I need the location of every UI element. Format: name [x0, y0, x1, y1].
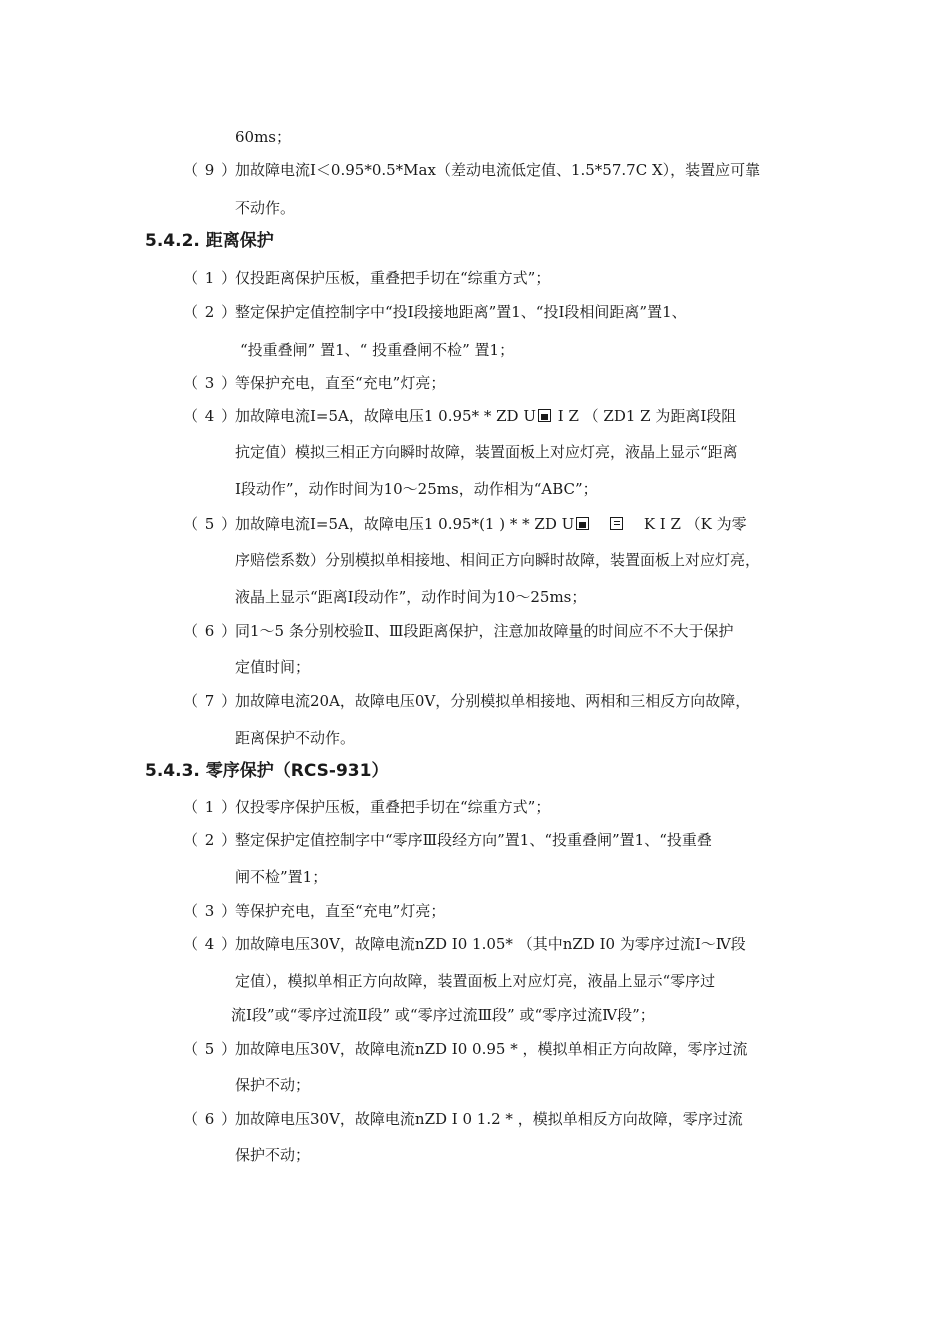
item-number: （ 5 ） — [183, 515, 238, 533]
item-line: 液晶上显示“距离Ⅰ段动作”，动作时间为10～25ms； — [235, 588, 587, 606]
item-line: I Z （ ZD1 Z 为距离Ⅰ段阻 — [557, 407, 737, 425]
formula-symbol-icon — [538, 409, 551, 422]
item-number: （ 4 ） — [183, 407, 238, 425]
item-line: 加故障电流I=5A，故障电压1 0.95*(1 ) * * ZD U — [235, 515, 575, 533]
item-line: 加故障电压30V，故障电流nZD I0 1.05* （其中nZD I0 为零序过流Ⅰ～Ⅳ段 — [235, 935, 746, 953]
section-heading-zero-sequence: 5.4.3. 零序保护（RCS-931） — [145, 761, 389, 781]
item-line: 整定保护定值控制字中“投Ⅰ段接地距离”置1、“投Ⅰ段相间距离”置1、 — [235, 303, 687, 321]
item-number: （ 6 ） — [183, 622, 238, 640]
item-line: 保护不动； — [235, 1076, 311, 1094]
item-line: 等保护充电，直至“充电”灯亮； — [235, 374, 446, 392]
item-line: 同1～5 条分别校验Ⅱ、Ⅲ段距离保护，注意加故障量的时间应不不大于保护 — [235, 622, 734, 640]
item-line: 序赔偿系数）分别模拟单相接地、相间正方向瞬时故障，装置面板上对应灯亮， — [235, 551, 761, 569]
item-number: （ 3 ） — [183, 902, 238, 920]
item-number: （ 2 ） — [183, 303, 238, 321]
item-number: （ 7 ） — [183, 692, 238, 710]
formula-symbol-icon — [610, 517, 623, 530]
item-line: 保护不动； — [235, 1146, 311, 1164]
item-line: 加故障电流I＜0.95*0.5*Max（差动电流低定值、1.5*57.7C X），装置应可靠 — [235, 161, 761, 179]
item-line: 距离保护不动作。 — [235, 729, 356, 747]
item-number: （ 1 ） — [183, 269, 238, 287]
item-number: （ 2 ） — [183, 831, 238, 849]
item-number: （ 5 ） — [183, 1040, 238, 1058]
item-line: 定值），模拟单相正方向故障，装置面板上对应灯亮，液晶上显示“零序过 — [235, 972, 716, 990]
item-line: K I Z （K 为零 — [643, 515, 747, 533]
item-line: 等保护充电，直至“充电”灯亮； — [235, 902, 446, 920]
item-line: 抗定值）模拟三相正方向瞬时故障，装置面板上对应灯亮，液晶上显示“距离 — [235, 443, 738, 461]
item-line: 闸不检”置1； — [235, 868, 328, 886]
item-line: “投重叠闸” 置1、“ 投重叠闸不检” 置1； — [240, 341, 515, 359]
item-line: 定值时间； — [235, 658, 311, 676]
continuation-text: 60ms； — [235, 128, 292, 146]
item-number: （ 9 ） — [183, 161, 238, 179]
formula-symbol-icon — [576, 517, 589, 530]
item-number: （ 4 ） — [183, 935, 238, 953]
item-line: 仅投零序保护压板，重叠把手切在“综重方式”； — [235, 798, 551, 816]
item-line: 整定保护定值控制字中“零序Ⅲ段经方向”置1、“投重叠闸”置1、“投重叠 — [235, 831, 712, 849]
item-line: 仅投距离保护压板，重叠把手切在“综重方式”； — [235, 269, 551, 287]
item-number: （ 1 ） — [183, 798, 238, 816]
section-heading-distance: 5.4.2. 距离保护 — [145, 231, 274, 251]
item-line: 加故障电流20A，故障电压0V，分别模拟单相接地、两相和三相反方向故障， — [235, 692, 751, 710]
item-line: 流Ⅰ段”或“零序过流Ⅱ段” 或“零序过流Ⅲ段” 或“零序过流Ⅳ段”； — [231, 1006, 655, 1024]
item-line: 加故障电流I=5A，故障电压1 0.95* * ZD U — [235, 407, 536, 425]
item-number: （ 6 ） — [183, 1110, 238, 1128]
item-line: Ⅰ段动作”，动作时间为10～25ms，动作相为“ABC”； — [235, 480, 598, 498]
item-line: 加故障电压30V，故障电流nZD I0 0.95 * ，模拟单相正方向故障，零序过流 — [235, 1040, 748, 1058]
item-number: （ 3 ） — [183, 374, 238, 392]
item-line: 加故障电压30V，故障电流nZD I 0 1.2 * ，模拟单相反方向故障，零序过流 — [235, 1110, 743, 1128]
item-line: 不动作。 — [235, 199, 296, 217]
